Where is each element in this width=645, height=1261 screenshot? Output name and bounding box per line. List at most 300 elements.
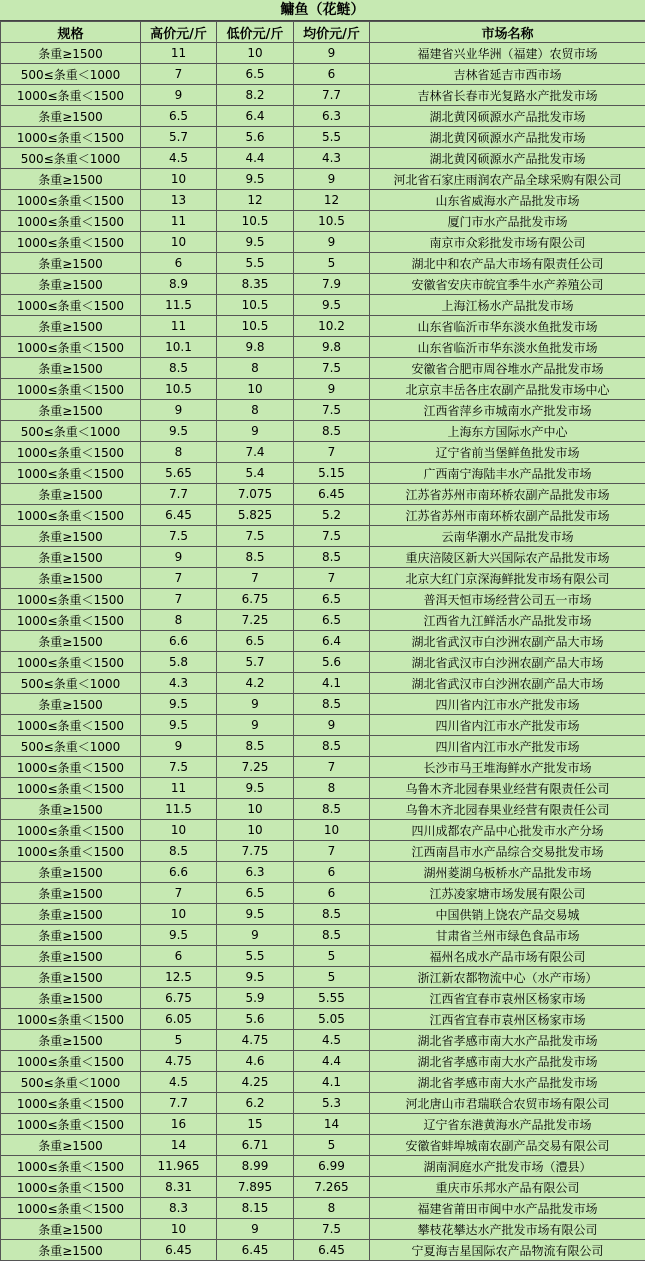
cell-market-name: 福建省莆田市闽中水产品批发市场 [370, 1198, 645, 1219]
cell-avg-price: 5.15 [294, 463, 370, 484]
cell-market-name: 乌鲁木齐北园春果业经营有限责任公司 [370, 799, 645, 820]
cell-avg-price: 8.5 [294, 694, 370, 715]
table-row [1, 400, 645, 421]
cell-spec: 条重≥1500 [1, 1135, 141, 1156]
cell-spec: 500≤条重＜1000 [1, 148, 141, 169]
cell-market-name: 吉林省延吉市西市场 [370, 64, 645, 85]
cell-high-price: 4.5 [141, 1072, 217, 1093]
cell-spec: 1000≤条重＜1500 [1, 379, 141, 400]
cell-high-price: 14 [141, 1135, 217, 1156]
cell-avg-price: 7 [294, 568, 370, 589]
table-row [1, 1072, 645, 1093]
cell-spec: 1000≤条重＜1500 [1, 757, 141, 778]
cell-avg-price: 6.45 [294, 1240, 370, 1261]
cell-avg-price: 5 [294, 1135, 370, 1156]
cell-avg-price: 9.5 [294, 295, 370, 316]
cell-high-price: 5.8 [141, 652, 217, 673]
cell-avg-price: 5 [294, 967, 370, 988]
cell-avg-price: 7.265 [294, 1177, 370, 1198]
cell-market-name: 山东省临沂市华东淡水鱼批发市场 [370, 337, 645, 358]
table-row [1, 358, 645, 379]
cell-spec: 1000≤条重＜1500 [1, 841, 141, 862]
cell-low-price: 8.15 [217, 1198, 294, 1219]
cell-high-price: 7.7 [141, 1093, 217, 1114]
table-row [1, 715, 645, 736]
cell-avg-price: 8.5 [294, 736, 370, 757]
cell-avg-price: 14 [294, 1114, 370, 1135]
cell-high-price: 5.7 [141, 127, 217, 148]
cell-avg-price: 7.5 [294, 400, 370, 421]
cell-high-price: 6.75 [141, 988, 217, 1009]
cell-market-name: 吉林省长春市光复路水产批发市场 [370, 85, 645, 106]
cell-low-price: 9.5 [217, 967, 294, 988]
cell-spec: 条重≥1500 [1, 316, 141, 337]
table-row [1, 1177, 645, 1198]
table-row [1, 442, 645, 463]
cell-market-name: 福建省兴业华洲（福建）农贸市场 [370, 43, 645, 64]
cell-market-name: 上海东方国际水产中心 [370, 421, 645, 442]
cell-spec: 条重≥1500 [1, 400, 141, 421]
cell-market-name: 重庆市乐邦水产品有限公司 [370, 1177, 645, 1198]
cell-high-price: 10 [141, 232, 217, 253]
cell-low-price: 10 [217, 820, 294, 841]
cell-high-price: 6.45 [141, 505, 217, 526]
cell-spec: 1000≤条重＜1500 [1, 1198, 141, 1219]
table-row [1, 799, 645, 820]
cell-spec: 1000≤条重＜1500 [1, 442, 141, 463]
cell-high-price: 10.1 [141, 337, 217, 358]
cell-avg-price: 7.7 [294, 85, 370, 106]
cell-spec: 条重≥1500 [1, 526, 141, 547]
cell-high-price: 10 [141, 169, 217, 190]
cell-spec: 条重≥1500 [1, 883, 141, 904]
cell-high-price: 7 [141, 883, 217, 904]
table-row [1, 211, 645, 232]
cell-low-price: 10 [217, 43, 294, 64]
table-row [1, 1240, 645, 1261]
cell-spec: 条重≥1500 [1, 1240, 141, 1261]
cell-market-name: 辽宁省东港黄海水产品批发市场 [370, 1114, 645, 1135]
cell-low-price: 10 [217, 799, 294, 820]
cell-high-price: 6.6 [141, 862, 217, 883]
table-row [1, 1135, 645, 1156]
cell-spec: 1000≤条重＜1500 [1, 778, 141, 799]
cell-high-price: 10 [141, 820, 217, 841]
cell-market-name: 河北唐山市君瑞联合农贸市场有限公司 [370, 1093, 645, 1114]
cell-spec: 条重≥1500 [1, 169, 141, 190]
table-row [1, 883, 645, 904]
cell-low-price: 9.5 [217, 169, 294, 190]
cell-high-price: 9.5 [141, 421, 217, 442]
table-row [1, 1030, 645, 1051]
cell-high-price: 9.5 [141, 925, 217, 946]
cell-market-name: 安徽省安庆市皖宜季牛水产养殖公司 [370, 274, 645, 295]
cell-spec: 条重≥1500 [1, 862, 141, 883]
table-row [1, 232, 645, 253]
cell-spec: 条重≥1500 [1, 484, 141, 505]
header-low-price: 低价元/斤 [217, 22, 294, 43]
table-row [1, 190, 645, 211]
cell-avg-price: 4.4 [294, 1051, 370, 1072]
table-row [1, 85, 645, 106]
cell-avg-price: 4.3 [294, 148, 370, 169]
cell-spec: 1000≤条重＜1500 [1, 1051, 141, 1072]
cell-avg-price: 8.5 [294, 925, 370, 946]
table-row [1, 841, 645, 862]
cell-market-name: 湖北中和农产品大市场有限责任公司 [370, 253, 645, 274]
cell-spec: 1000≤条重＜1500 [1, 211, 141, 232]
cell-spec: 条重≥1500 [1, 274, 141, 295]
table-row [1, 253, 645, 274]
cell-market-name: 广西南宁海陆丰水产品批发市场 [370, 463, 645, 484]
cell-spec: 1000≤条重＜1500 [1, 652, 141, 673]
cell-market-name: 湖南洞庭水产批发市场（澧县） [370, 1156, 645, 1177]
cell-low-price: 7.75 [217, 841, 294, 862]
cell-low-price: 7.25 [217, 757, 294, 778]
cell-market-name: 甘肃省兰州市绿色食品市场 [370, 925, 645, 946]
cell-market-name: 宁夏海吉星国际农产品物流有限公司 [370, 1240, 645, 1261]
header-market-name: 市场名称 [370, 22, 645, 43]
table-row [1, 1219, 645, 1240]
cell-spec: 1000≤条重＜1500 [1, 589, 141, 610]
cell-avg-price: 7.9 [294, 274, 370, 295]
cell-avg-price: 6.3 [294, 106, 370, 127]
cell-low-price: 4.4 [217, 148, 294, 169]
cell-market-name: 湖北省孝感市南大水产品批发市场 [370, 1072, 645, 1093]
cell-spec: 条重≥1500 [1, 631, 141, 652]
cell-avg-price: 8.5 [294, 799, 370, 820]
cell-low-price: 6.5 [217, 64, 294, 85]
cell-high-price: 13 [141, 190, 217, 211]
cell-low-price: 9.5 [217, 778, 294, 799]
cell-market-name: 四川省内江市水产批发市场 [370, 715, 645, 736]
cell-market-name: 四川省内江市水产批发市场 [370, 694, 645, 715]
cell-low-price: 9 [217, 694, 294, 715]
table-row [1, 148, 645, 169]
cell-market-name: 湖北省孝感市南大水产品批发市场 [370, 1051, 645, 1072]
cell-low-price: 7.075 [217, 484, 294, 505]
table-row [1, 904, 645, 925]
cell-spec: 1000≤条重＜1500 [1, 337, 141, 358]
cell-low-price: 10.5 [217, 316, 294, 337]
table-row [1, 106, 645, 127]
cell-high-price: 8.5 [141, 841, 217, 862]
cell-spec: 1000≤条重＜1500 [1, 1156, 141, 1177]
cell-high-price: 16 [141, 1114, 217, 1135]
cell-high-price: 8.5 [141, 358, 217, 379]
cell-market-name: 江西省九江鲜活水产品批发市场 [370, 610, 645, 631]
cell-high-price: 5.65 [141, 463, 217, 484]
cell-market-name: 河北省石家庄雨润农产品全球采购有限公司 [370, 169, 645, 190]
cell-avg-price: 8.5 [294, 904, 370, 925]
cell-low-price: 4.2 [217, 673, 294, 694]
cell-avg-price: 5.2 [294, 505, 370, 526]
cell-high-price: 4.3 [141, 673, 217, 694]
cell-market-name: 安徽省蚌埠城南农副产品交易有限公司 [370, 1135, 645, 1156]
cell-high-price: 7 [141, 589, 217, 610]
cell-low-price: 4.6 [217, 1051, 294, 1072]
cell-high-price: 9.5 [141, 694, 217, 715]
cell-spec: 条重≥1500 [1, 925, 141, 946]
table-row [1, 568, 645, 589]
cell-spec: 500≤条重＜1000 [1, 1072, 141, 1093]
table-row [1, 1114, 645, 1135]
cell-low-price: 4.75 [217, 1030, 294, 1051]
table-row [1, 484, 645, 505]
table-row [1, 610, 645, 631]
cell-low-price: 6.45 [217, 1240, 294, 1261]
cell-high-price: 6.6 [141, 631, 217, 652]
cell-low-price: 6.2 [217, 1093, 294, 1114]
cell-avg-price: 10.2 [294, 316, 370, 337]
cell-high-price: 11.5 [141, 295, 217, 316]
cell-spec: 1000≤条重＜1500 [1, 232, 141, 253]
cell-high-price: 11 [141, 778, 217, 799]
table-row [1, 337, 645, 358]
cell-market-name: 江西省萍乡市城南水产批发市场 [370, 400, 645, 421]
cell-low-price: 6.71 [217, 1135, 294, 1156]
cell-spec: 条重≥1500 [1, 946, 141, 967]
cell-avg-price: 6.5 [294, 589, 370, 610]
cell-market-name: 南京市众彩批发市场有限公司 [370, 232, 645, 253]
cell-market-name: 福州名成水产品市场有限公司 [370, 946, 645, 967]
cell-high-price: 9 [141, 547, 217, 568]
cell-high-price: 8.3 [141, 1198, 217, 1219]
cell-market-name: 湖北省武汉市白沙洲农副产品大市场 [370, 631, 645, 652]
cell-market-name: 辽宁省前当堡鲜鱼批发市场 [370, 442, 645, 463]
cell-avg-price: 5.6 [294, 652, 370, 673]
cell-market-name: 北京京丰岳各庄农副产品批发市场中心 [370, 379, 645, 400]
cell-market-name: 山东省威海水产品批发市场 [370, 190, 645, 211]
cell-avg-price: 9 [294, 169, 370, 190]
cell-low-price: 9.5 [217, 904, 294, 925]
cell-low-price: 7.5 [217, 526, 294, 547]
cell-low-price: 5.5 [217, 253, 294, 274]
cell-market-name: 江西省宜春市袁州区杨家市场 [370, 1009, 645, 1030]
cell-spec: 条重≥1500 [1, 904, 141, 925]
cell-avg-price: 7.5 [294, 526, 370, 547]
cell-spec: 500≤条重＜1000 [1, 673, 141, 694]
cell-low-price: 5.4 [217, 463, 294, 484]
cell-high-price: 9 [141, 400, 217, 421]
cell-market-name: 四川成都农产品中心批发市水产分场 [370, 820, 645, 841]
cell-avg-price: 8 [294, 778, 370, 799]
cell-high-price: 7 [141, 64, 217, 85]
cell-market-name: 普洱天恒市场经营公司五一市场 [370, 589, 645, 610]
cell-low-price: 4.25 [217, 1072, 294, 1093]
cell-spec: 500≤条重＜1000 [1, 421, 141, 442]
cell-avg-price: 5.3 [294, 1093, 370, 1114]
cell-high-price: 4.5 [141, 148, 217, 169]
cell-avg-price: 9 [294, 379, 370, 400]
cell-spec: 条重≥1500 [1, 358, 141, 379]
cell-avg-price: 9.8 [294, 337, 370, 358]
cell-spec: 1000≤条重＜1500 [1, 1093, 141, 1114]
cell-avg-price: 5.55 [294, 988, 370, 1009]
table-row [1, 988, 645, 1009]
cell-low-price: 6.4 [217, 106, 294, 127]
cell-low-price: 9.5 [217, 232, 294, 253]
table-row [1, 736, 645, 757]
cell-spec: 1000≤条重＜1500 [1, 1114, 141, 1135]
cell-spec: 条重≥1500 [1, 106, 141, 127]
table-row [1, 946, 645, 967]
cell-spec: 1000≤条重＜1500 [1, 127, 141, 148]
cell-avg-price: 10 [294, 820, 370, 841]
cell-spec: 1000≤条重＜1500 [1, 85, 141, 106]
cell-high-price: 6.05 [141, 1009, 217, 1030]
table-row [1, 64, 645, 85]
cell-spec: 条重≥1500 [1, 799, 141, 820]
table-row [1, 925, 645, 946]
cell-avg-price: 10.5 [294, 211, 370, 232]
table-row [1, 1093, 645, 1114]
cell-low-price: 8.35 [217, 274, 294, 295]
cell-low-price: 9 [217, 421, 294, 442]
table-row [1, 1051, 645, 1072]
cell-low-price: 9 [217, 925, 294, 946]
cell-avg-price: 5.05 [294, 1009, 370, 1030]
table-row [1, 631, 645, 652]
cell-market-name: 湖北省武汉市白沙洲农副产品大市场 [370, 652, 645, 673]
cell-low-price: 12 [217, 190, 294, 211]
cell-avg-price: 8.5 [294, 547, 370, 568]
table-row [1, 1009, 645, 1030]
cell-high-price: 11 [141, 316, 217, 337]
cell-market-name: 中国供销上饶农产品交易城 [370, 904, 645, 925]
cell-spec: 条重≥1500 [1, 253, 141, 274]
cell-avg-price: 4.1 [294, 1072, 370, 1093]
cell-avg-price: 6.99 [294, 1156, 370, 1177]
cell-avg-price: 9 [294, 43, 370, 64]
cell-low-price: 6.75 [217, 589, 294, 610]
cell-low-price: 8.2 [217, 85, 294, 106]
cell-avg-price: 6.5 [294, 610, 370, 631]
header-avg-price: 均价元/斤 [294, 22, 370, 43]
cell-avg-price: 6 [294, 883, 370, 904]
cell-market-name: 湖北省武汉市白沙洲农副产品大市场 [370, 673, 645, 694]
cell-high-price: 7.5 [141, 526, 217, 547]
cell-market-name: 浙江新农都物流中心（水产市场） [370, 967, 645, 988]
cell-low-price: 6.5 [217, 631, 294, 652]
table-row [1, 274, 645, 295]
table-row [1, 421, 645, 442]
cell-high-price: 10 [141, 904, 217, 925]
cell-spec: 1000≤条重＜1500 [1, 1177, 141, 1198]
cell-high-price: 6 [141, 946, 217, 967]
cell-spec: 1000≤条重＜1500 [1, 820, 141, 841]
cell-low-price: 5.825 [217, 505, 294, 526]
table-row [1, 169, 645, 190]
cell-low-price: 10.5 [217, 211, 294, 232]
table-row [1, 463, 645, 484]
cell-avg-price: 12 [294, 190, 370, 211]
cell-avg-price: 9 [294, 232, 370, 253]
cell-high-price: 10.5 [141, 379, 217, 400]
cell-low-price: 15 [217, 1114, 294, 1135]
cell-low-price: 9.8 [217, 337, 294, 358]
cell-avg-price: 6.4 [294, 631, 370, 652]
cell-low-price: 8.99 [217, 1156, 294, 1177]
cell-market-name: 北京大红门京深海鲜批发市场有限公司 [370, 568, 645, 589]
cell-spec: 条重≥1500 [1, 547, 141, 568]
cell-market-name: 湖州菱湖乌板桥水产品批发市场 [370, 862, 645, 883]
cell-market-name: 重庆涪陵区新大兴国际农产品批发市场 [370, 547, 645, 568]
cell-low-price: 8 [217, 400, 294, 421]
cell-high-price: 7 [141, 568, 217, 589]
cell-avg-price: 4.1 [294, 673, 370, 694]
cell-market-name: 湖北黄冈硕源水产品批发市场 [370, 106, 645, 127]
cell-avg-price: 5.5 [294, 127, 370, 148]
cell-low-price: 5.6 [217, 1009, 294, 1030]
cell-spec: 条重≥1500 [1, 694, 141, 715]
cell-high-price: 6.5 [141, 106, 217, 127]
table-row [1, 505, 645, 526]
cell-market-name: 湖北省孝感市南大水产品批发市场 [370, 1030, 645, 1051]
cell-spec: 1000≤条重＜1500 [1, 463, 141, 484]
cell-market-name: 厦门市水产品批发市场 [370, 211, 645, 232]
cell-low-price: 6.5 [217, 883, 294, 904]
cell-avg-price: 7 [294, 757, 370, 778]
cell-high-price: 8 [141, 442, 217, 463]
table-row [1, 652, 645, 673]
cell-spec: 500≤条重＜1000 [1, 736, 141, 757]
cell-low-price: 5.6 [217, 127, 294, 148]
cell-avg-price: 6 [294, 862, 370, 883]
cell-spec: 1000≤条重＜1500 [1, 610, 141, 631]
cell-avg-price: 6.45 [294, 484, 370, 505]
cell-low-price: 5.5 [217, 946, 294, 967]
header-spec: 规格 [1, 22, 141, 43]
table-row [1, 295, 645, 316]
cell-avg-price: 7 [294, 841, 370, 862]
table-row [1, 820, 645, 841]
table-row [1, 316, 645, 337]
cell-avg-price: 9 [294, 715, 370, 736]
cell-low-price: 7.4 [217, 442, 294, 463]
cell-high-price: 4.75 [141, 1051, 217, 1072]
cell-avg-price: 6 [294, 64, 370, 85]
cell-low-price: 5.9 [217, 988, 294, 1009]
cell-low-price: 7.25 [217, 610, 294, 631]
cell-high-price: 11 [141, 43, 217, 64]
cell-spec: 500≤条重＜1000 [1, 64, 141, 85]
cell-spec: 1000≤条重＜1500 [1, 190, 141, 211]
cell-market-name: 长沙市马王堆海鲜水产批发市场 [370, 757, 645, 778]
cell-avg-price: 5 [294, 946, 370, 967]
cell-market-name: 乌鲁木齐北园春果业经营有限责任公司 [370, 778, 645, 799]
cell-spec: 1000≤条重＜1500 [1, 505, 141, 526]
cell-low-price: 8.5 [217, 547, 294, 568]
cell-market-name: 江苏省苏州市南环桥农副产品批发市场 [370, 505, 645, 526]
table-row [1, 967, 645, 988]
cell-spec: 条重≥1500 [1, 988, 141, 1009]
table-row [1, 547, 645, 568]
table-row [1, 673, 645, 694]
header-row [1, 22, 645, 43]
cell-high-price: 9 [141, 85, 217, 106]
cell-high-price: 9 [141, 736, 217, 757]
cell-spec: 条重≥1500 [1, 43, 141, 64]
cell-high-price: 11 [141, 211, 217, 232]
cell-low-price: 6.3 [217, 862, 294, 883]
cell-high-price: 5 [141, 1030, 217, 1051]
cell-low-price: 10.5 [217, 295, 294, 316]
cell-low-price: 10 [217, 379, 294, 400]
cell-low-price: 9 [217, 1219, 294, 1240]
header-high-price: 高价元/斤 [141, 22, 217, 43]
cell-market-name: 江西南昌市水产品综合交易批发市场 [370, 841, 645, 862]
